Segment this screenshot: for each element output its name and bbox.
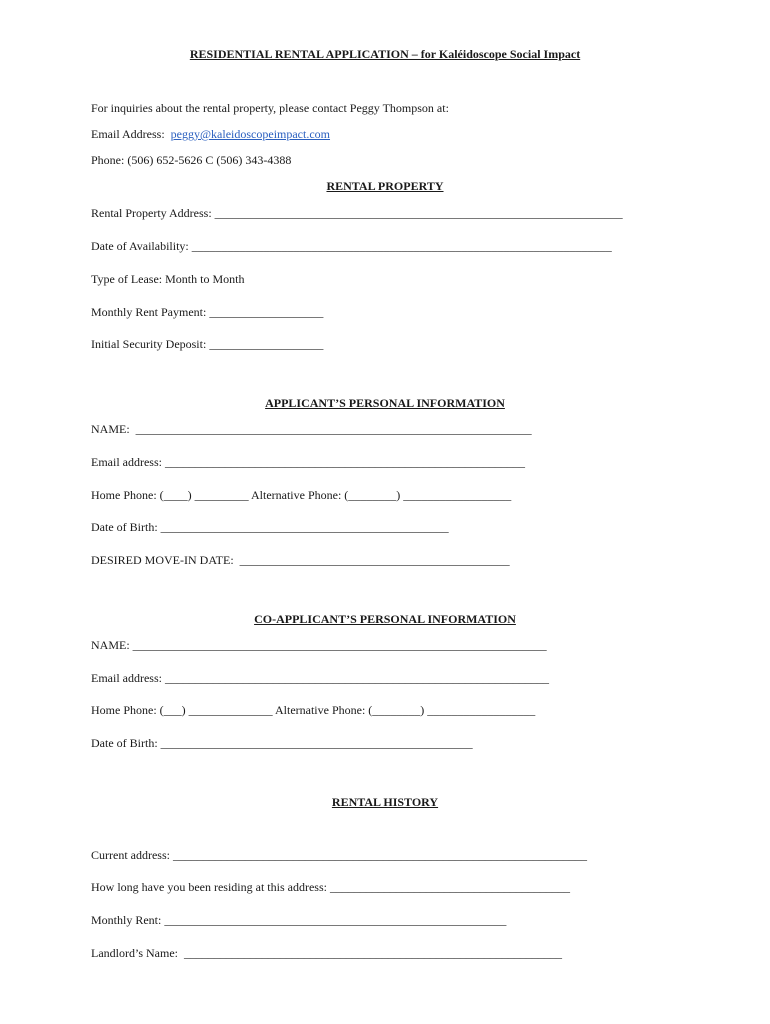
document-title: RESIDENTIAL RENTAL APPLICATION – for Kaléidoscope Social Impact [189, 47, 581, 61]
contact-phone: Phone: (506) 652-5626 C (506) 343-4388 [91, 153, 292, 167]
section-heading-applicant: APPLICANT’S PERSONAL INFORMATION [265, 396, 505, 410]
field-initial-security-deposit: Initial Security Deposit: ___________________ [91, 337, 324, 351]
field-co-applicant-email: Email address: ________________________________________________________________ [91, 671, 549, 685]
section-heading-rental-property: RENTAL PROPERTY [326, 179, 444, 193]
email-link[interactable]: peggy@kaleidoscopeimpact.com [170, 127, 331, 141]
email-label: Email Address: [91, 127, 171, 141]
field-desired-move-in-date: DESIRED MOVE-IN DATE: _____________________________________________ [91, 553, 510, 567]
field-residing-duration: How long have you been residing at this address: ________________________________________ [91, 880, 570, 894]
field-applicant-email: Email address: ____________________________________________________________ [91, 455, 525, 469]
field-monthly-rent: Monthly Rent: _________________________________________________________ [91, 913, 507, 927]
field-applicant-dob: Date of Birth: ________________________________________________ [91, 520, 449, 534]
contact-intro: For inquiries about the rental property, please contact Peggy Thompson at: [91, 101, 449, 115]
field-date-of-availability: Date of Availability: ______________________________________________________________________ [91, 239, 612, 253]
field-applicant-name: NAME: __________________________________________________________________ [91, 422, 532, 436]
field-co-applicant-phones: Home Phone: (___) ______________ Alternative Phone: (________) __________________ [91, 703, 536, 717]
field-co-applicant-dob: Date of Birth: ____________________________________________________ [91, 736, 473, 750]
field-rental-property-address: Rental Property Address: ____________________________________________________________________ [91, 206, 623, 220]
field-current-address: Current address: _____________________________________________________________________ [91, 848, 587, 862]
field-co-applicant-name: NAME: _____________________________________________________________________ [91, 638, 547, 652]
field-applicant-phones: Home Phone: (____) _________ Alternative Phone: (________) __________________ [91, 488, 512, 502]
section-heading-rental-history: RENTAL HISTORY [331, 795, 439, 809]
field-monthly-rent-payment: Monthly Rent Payment: ___________________ [91, 305, 324, 319]
field-landlord-name: Landlord’s Name: _______________________________________________________________ [91, 946, 562, 960]
contact-email-line [91, 127, 330, 141]
section-heading-co-applicant: CO-APPLICANT’S PERSONAL INFORMATION [254, 612, 516, 626]
field-type-of-lease: Type of Lease: Month to Month [91, 272, 245, 286]
